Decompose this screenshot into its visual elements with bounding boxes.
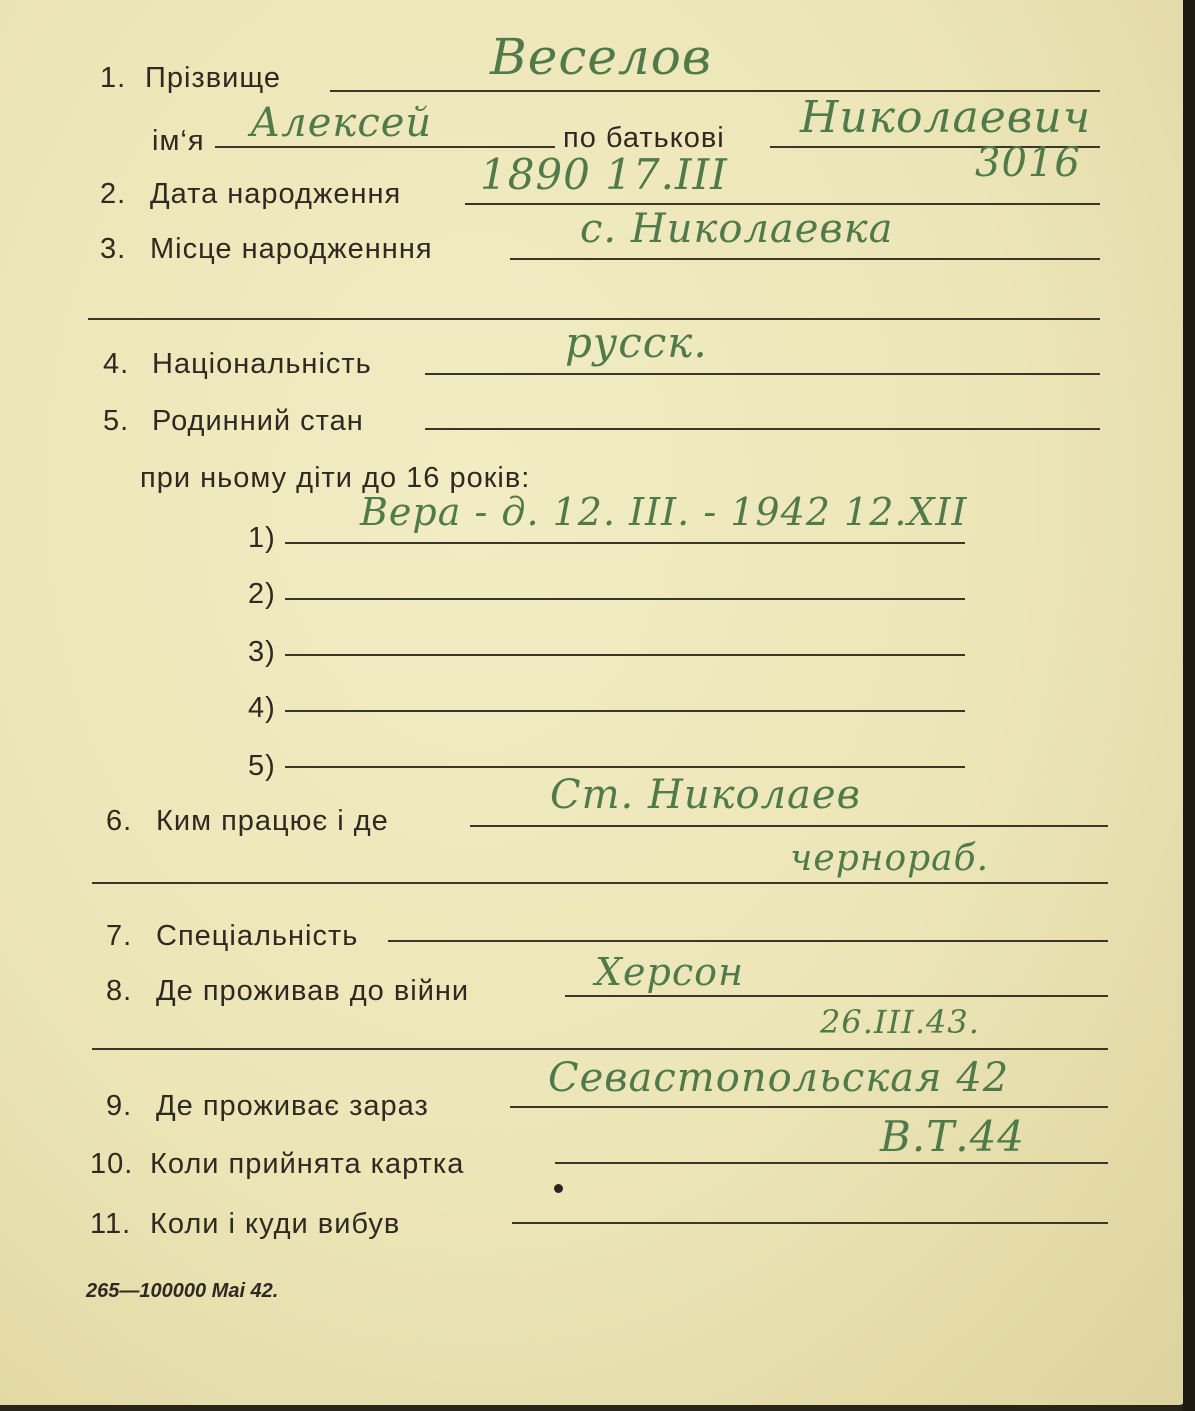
field-1-number: 1.: [100, 62, 127, 94]
child-2-line: [285, 598, 965, 600]
child-3-number: 3): [248, 636, 276, 668]
field-7-number: 7.: [106, 920, 133, 952]
birth-place-line: [510, 258, 1100, 260]
occupation-line-2: [92, 882, 1108, 884]
prewar-residence-note: 26.III.43.: [820, 1003, 980, 1041]
patronymic-label: по батькові: [563, 122, 725, 154]
birth-place-label: Місце народженння: [150, 233, 433, 265]
birth-date-value: 1890 17.III: [480, 150, 728, 199]
occupation-value-2: чернораб.: [790, 838, 990, 879]
children-label: при ньому діти до 16 років:: [140, 462, 531, 494]
child-5-number: 5): [248, 750, 276, 782]
child-2-number: 2): [248, 578, 276, 610]
birth-date-note: 3016: [975, 140, 1081, 186]
child-1-number: 1): [248, 522, 276, 554]
card-accepted-label: Коли прийнята картка: [150, 1148, 465, 1180]
surname-value: Веселов: [490, 28, 712, 86]
prewar-residence-value: Херсон: [595, 950, 745, 994]
current-residence-label: Де проживає зараз: [156, 1090, 429, 1122]
ink-speck: [554, 1184, 563, 1193]
speciality-line: [388, 940, 1108, 942]
child-1-value: Вера - д. 12. III. - 1942 12.XII: [360, 490, 968, 534]
first-name-line: [215, 146, 555, 148]
birth-date-line: [465, 203, 1100, 205]
field-2-number: 2.: [100, 178, 127, 210]
first-name-label: ім‘я: [152, 125, 205, 157]
occupation-label: Ким працює і де: [156, 805, 389, 837]
field-3-number: 3.: [100, 233, 127, 265]
occupation-line: [470, 825, 1108, 827]
child-4-line: [285, 710, 965, 712]
card-accepted-line: [555, 1162, 1108, 1164]
prewar-residence-line: [565, 995, 1108, 997]
field-11-number: 11.: [90, 1208, 132, 1240]
family-status-line: [425, 428, 1100, 430]
family-status-label: Родинний стан: [152, 405, 364, 437]
field-4-number: 4.: [103, 348, 130, 380]
nationality-label: Національність: [152, 348, 372, 380]
child-5-line: [285, 766, 965, 768]
card-accepted-value: В.Т.44: [880, 1112, 1026, 1161]
current-residence-line: [510, 1106, 1108, 1108]
departed-label: Коли і куди вибув: [150, 1208, 401, 1240]
prewar-residence-label: Де проживав до війни: [156, 975, 470, 1007]
nationality-value: русск.: [565, 318, 708, 367]
field-10-number: 10.: [90, 1148, 134, 1180]
field-9-number: 9.: [106, 1090, 133, 1122]
birth-place-value: с. Николаевка: [580, 206, 894, 252]
field-6-number: 6.: [106, 805, 133, 837]
departed-line: [512, 1222, 1108, 1224]
print-code: 265—100000 Mai 42.: [86, 1280, 279, 1302]
nationality-line: [425, 373, 1100, 375]
current-residence-value: Севастопольская 42: [548, 1055, 1010, 1101]
patronymic-value: Николаевич: [800, 92, 1092, 143]
surname-label: Прізвище: [145, 62, 281, 94]
first-name-value: Алексей: [250, 100, 433, 146]
field-5-number: 5.: [103, 405, 130, 437]
child-3-line: [285, 654, 965, 656]
field-8-number: 8.: [106, 975, 133, 1007]
child-1-line: [285, 542, 965, 544]
child-4-number: 4): [248, 692, 276, 724]
prewar-residence-line-2: [92, 1048, 1108, 1050]
card-shadow-edge: [1183, 0, 1195, 1411]
birth-date-label: Дата народження: [150, 178, 402, 210]
occupation-value: Ст. Николаев: [550, 772, 861, 818]
speciality-label: Спеціальність: [156, 920, 359, 952]
